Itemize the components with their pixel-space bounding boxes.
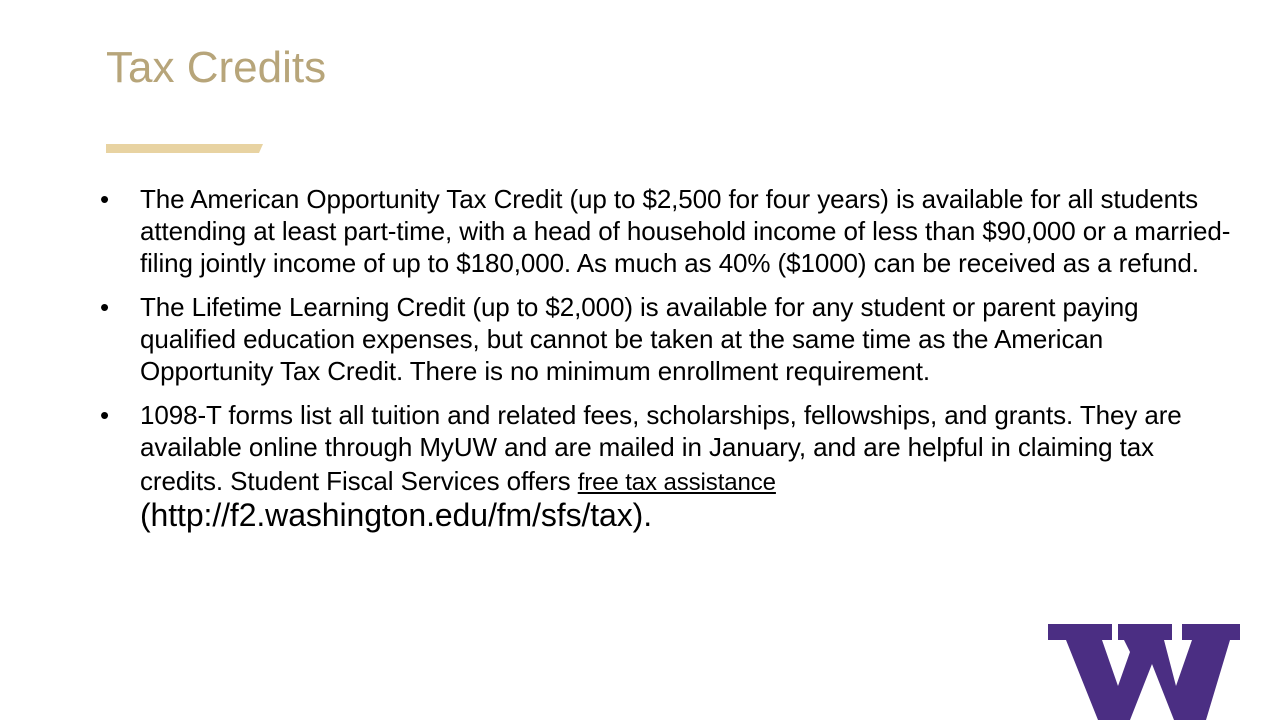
bullet-text-1098t: 1098-T forms list all tuition and related fees, scholarships, fellowships, and grants. They are available online through MyUW and are mailed in January, and are helpful in claiming tax credits. Student Fiscal Services offers	[140, 400, 1182, 496]
uw-w-logo-shape	[1048, 624, 1240, 720]
bullet-icon: •	[100, 292, 110, 322]
bullet-list	[100, 183, 1240, 545]
bullet-item-1098t	[100, 399, 1240, 533]
bullet-text-aotc: The American Opportunity Tax Credit (up to $2,500 for four years) is available for all students attending at least part-time, with a head of household income of less than $90,000 or a married-filing jointly income of up to $180,000. As much as 40% ($1000) can be received as a refund.	[140, 184, 1231, 278]
bullet-item-aotc	[100, 183, 1240, 279]
bullet-icon: •	[100, 184, 110, 214]
tax-assistance-url: (http://f2.washington.edu/fm/sfs/tax).	[140, 497, 652, 533]
bullet-icon: •	[100, 400, 110, 430]
bullet-item-llc	[100, 291, 1240, 387]
slide-title: Tax Credits	[106, 43, 327, 92]
title-accent-bar	[106, 144, 263, 153]
uw-w-logo-icon	[1046, 620, 1242, 720]
accent-bar-shape	[106, 144, 263, 153]
free-tax-assistance-link[interactable]: free tax assistance	[577, 469, 776, 496]
bullet-text-llc: The Lifetime Learning Credit (up to $2,000) is available for any student or parent paying qualified education expenses, but cannot be taken at the same time as the American Opportunity Tax Credit. There is no minimum enrollment requirement.	[140, 292, 1139, 386]
